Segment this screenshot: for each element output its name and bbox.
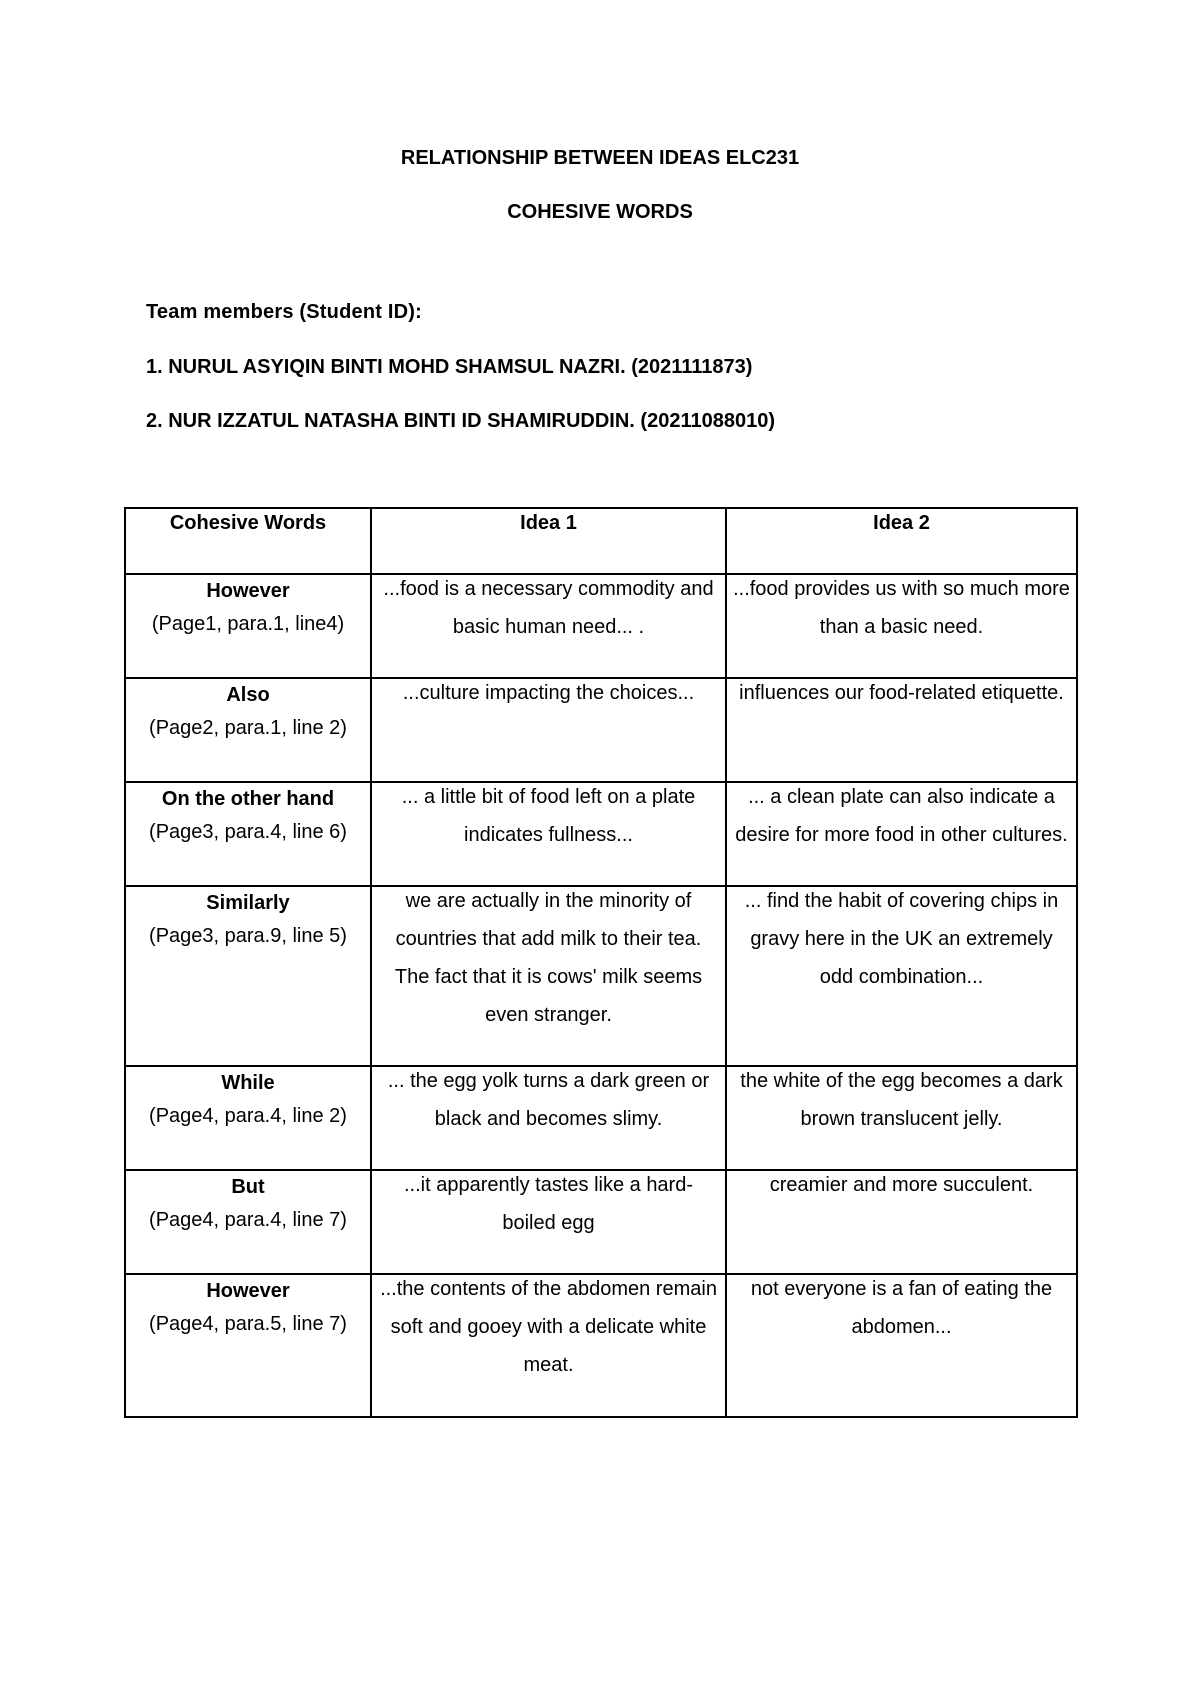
cohesive-word: While	[221, 1072, 275, 1094]
document-title: RELATIONSHIP BETWEEN IDEAS ELC231	[400, 147, 800, 169]
cohesive-word: Also	[226, 684, 270, 706]
idea-2-cell	[726, 1170, 1077, 1274]
idea-2-text: not everyone is a fan of eating the abdomen...	[750, 1278, 1053, 1338]
cohesive-word: However	[206, 580, 290, 602]
idea-1-cell	[371, 886, 726, 1066]
idea-1-cell	[371, 678, 726, 782]
cohesive-word-reference: (Page2, para.1, line 2)	[149, 717, 347, 739]
idea-1-text: we are actually in the minority of countries that add milk to their tea. The fact that it is cows' milk seems even stranger.	[394, 890, 703, 1026]
cohesive-word: On the other hand	[161, 788, 335, 810]
table-row	[125, 1274, 1077, 1417]
team-member-2: 2. NUR IZZATUL NATASHA BINTI ID SHAMIRUDDIN. (20211088010)	[146, 410, 775, 432]
header-cohesive-words: Cohesive Words	[125, 508, 371, 574]
table-row	[125, 574, 1077, 678]
document-subtitle: COHESIVE WORDS	[507, 201, 693, 223]
idea-2-cell	[726, 886, 1077, 1066]
idea-1-text: ...culture impacting the choices...	[402, 682, 695, 704]
cohesive-word-reference: (Page3, para.9, line 5)	[149, 925, 347, 947]
cohesive-word: However	[206, 1280, 290, 1302]
idea-1-cell	[371, 1066, 726, 1170]
table-row	[125, 886, 1077, 1066]
idea-1-text: ...it apparently tastes like a hard-boiled egg	[403, 1174, 694, 1234]
cohesive-word-cell	[125, 678, 371, 782]
idea-2-cell	[726, 1066, 1077, 1170]
table-row	[125, 1066, 1077, 1170]
cohesive-word-reference: (Page4, para.5, line 7)	[149, 1313, 347, 1335]
cohesive-word-cell	[125, 574, 371, 678]
cohesive-word: Similarly	[206, 892, 290, 914]
header-idea-2: Idea 2	[726, 508, 1077, 574]
idea-1-text: ...the contents of the abdomen remain soft and gooey with a delicate white meat.	[380, 1278, 717, 1376]
idea-2-text: ... find the habit of covering chips in gravy here in the UK an extremely odd combination...	[744, 890, 1059, 988]
idea-1-cell	[371, 1170, 726, 1274]
cohesive-word-reference: (Page4, para.4, line 2)	[149, 1105, 347, 1127]
table-row	[125, 1170, 1077, 1274]
cohesive-word-reference: (Page1, para.1, line4)	[151, 613, 345, 635]
idea-1-text: ...food is a necessary commodity and basic human need... .	[383, 578, 714, 638]
idea-2-cell	[726, 1274, 1077, 1417]
cohesive-word-cell	[125, 782, 371, 886]
table-header-row	[125, 508, 1077, 574]
idea-2-cell	[726, 574, 1077, 678]
team-member-1: 1. NURUL ASYIQIN BINTI MOHD SHAMSUL NAZRI. (2021111873)	[146, 356, 753, 378]
table-row	[125, 782, 1077, 886]
idea-1-cell	[371, 1274, 726, 1417]
cohesive-word-cell	[125, 1170, 371, 1274]
idea-2-text: influences our food-related etiquette.	[739, 682, 1064, 704]
idea-1-text: ... the egg yolk turns a dark green or black and becomes slimy.	[387, 1070, 710, 1130]
idea-2-text: ... a clean plate can also indicate a desire for more food in other cultures.	[735, 786, 1068, 846]
idea-2-cell	[726, 782, 1077, 886]
idea-2-text: ...food provides us with so much more than a basic need.	[733, 578, 1070, 638]
table-row	[125, 678, 1077, 782]
cohesive-word-cell	[125, 1274, 371, 1417]
idea-1-cell	[371, 574, 726, 678]
idea-2-text: creamier and more succulent.	[769, 1174, 1034, 1196]
cohesive-word-reference: (Page3, para.4, line 6)	[149, 821, 347, 843]
header-idea-1: Idea 1	[371, 508, 726, 574]
cohesive-word-reference: (Page4, para.4, line 7)	[149, 1209, 347, 1231]
team-heading: Team members (Student ID):	[146, 301, 422, 323]
cohesive-words-table	[124, 507, 1078, 1418]
cohesive-word-cell	[125, 1066, 371, 1170]
cohesive-word: But	[231, 1176, 265, 1198]
idea-1-cell	[371, 782, 726, 886]
cohesive-word-cell	[125, 886, 371, 1066]
idea-2-text: the white of the egg becomes a dark brown translucent jelly.	[740, 1070, 1063, 1130]
idea-2-cell	[726, 678, 1077, 782]
idea-1-text: ... a little bit of food left on a plate indicates fullness...	[401, 786, 696, 846]
